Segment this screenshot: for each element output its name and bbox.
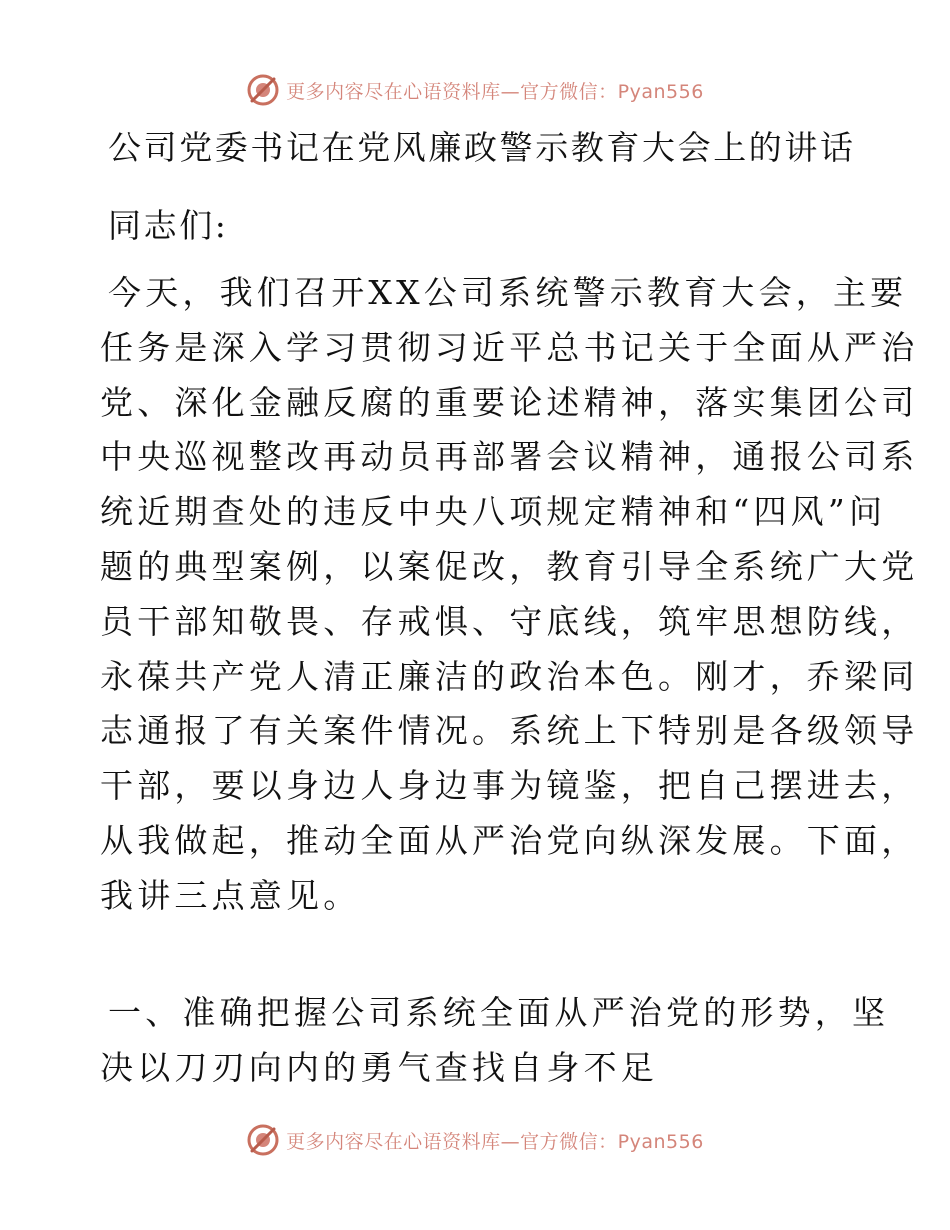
seal-logo-icon: [246, 1123, 280, 1157]
watermark-text: 更多内容尽在心语资料库—官方微信：Pyan556: [286, 80, 704, 103]
section-heading-line: 决以刀刃向内的勇气查找自身不足: [100, 1047, 658, 1087]
paragraph-line: 中央巡视整改再动员再部署会议精神，通报公司系: [100, 437, 919, 477]
paragraph-line: 今天，我们召开XX公司系统警示教育大会，主要: [108, 273, 908, 312]
paragraph-line: 我讲三点意见。: [100, 875, 361, 915]
paragraph-line: 题的典型案例，以案促改，教育引导全系统广大党: [100, 546, 919, 586]
watermark-text: 更多内容尽在心语资料库—官方微信：Pyan556: [286, 1130, 704, 1153]
seal-logo-icon: [246, 73, 280, 107]
paragraph-line: 志通报了有关案件情况。系统上下特别是各级领导: [100, 711, 919, 751]
paragraph-line: 党、深化金融反腐的重要论述精神，落实集团公司: [100, 382, 919, 422]
paragraph-line: 员干部知敬畏、存戒惧、守底线，筑牢思想防线，: [100, 601, 919, 641]
section-heading: [100, 986, 890, 1096]
paragraph-line: 统近期查处的违反中央八项规定精神和“四风”问: [100, 492, 887, 532]
paragraph-line: 从我做起，推动全面从严治党向纵深发展。下面，: [100, 820, 919, 860]
section-heading-line: 一、准确把握公司系统全面从严治党的形势，坚: [108, 993, 890, 1032]
paragraph-line: 任务是深入学习贯彻习近平总书记关于全面从严治: [100, 327, 919, 367]
watermark-bottom: [0, 1120, 950, 1160]
salutation: 同志们:: [108, 206, 229, 245]
paragraph-line: 永葆共产党人清正廉洁的政治本色。刚才，乔梁同: [100, 656, 919, 696]
paragraph-line: 干部，要以身边人身边事为镜鉴，把自己摆进去，: [100, 766, 919, 806]
document-title: 公司党委书记在党风廉政警示教育大会上的讲话: [108, 128, 856, 167]
watermark-top: [0, 70, 950, 110]
body-paragraph: [100, 266, 919, 924]
